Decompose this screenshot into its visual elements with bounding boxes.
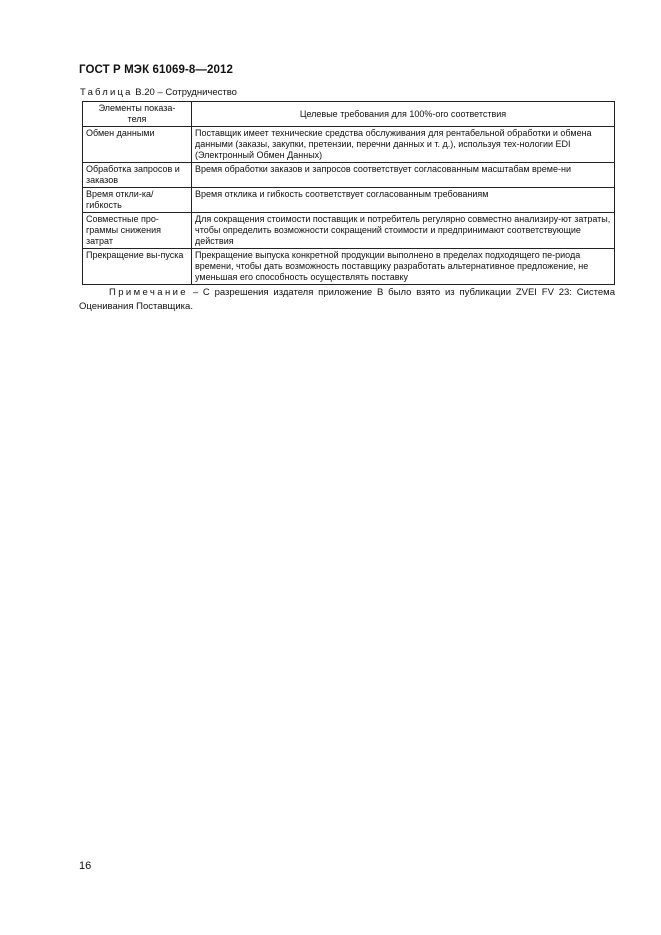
requirements-table [82,101,615,285]
table-caption-word: Таблица [80,87,133,98]
table-caption [80,87,237,98]
table-header-row [83,102,615,127]
column-header-elements: Элементы показа-теля [83,102,192,127]
row-requirement-cell: Прекращение выпуска конкретной продукции выполнено в пределах подходящего пе-риода времени, чтобы дать возможность поставщику разработать альтернативное предложение, не уменьшая его способность осуществлять поставку [192,249,615,285]
column-header-requirements: Целевые требования для 100%-ого соответствия [192,102,615,127]
note-text: – С разрешения издателя приложение B было взято из публикации ZVEI FV 23: Система Оценивания Поставщика. [79,287,615,312]
table-row [83,249,615,285]
page-number: 16 [79,860,92,872]
note-label: Примечание [109,287,188,298]
row-requirement-cell: Время обработки заказов и запросов соответствует согласованным масштабам време-ни [192,163,615,188]
table-row [83,213,615,249]
row-requirement-cell: Поставщик имеет технические средства обслуживания для рентабельной обработки и обмена данными (заказы, закупки, претензии, перечни данных и т. д.), используя тех-нологии EDI (Электронный Обмен Данных) [192,127,615,163]
row-requirement-cell: Время отклика и гибкость соответствует согласованным требованиям [192,188,615,213]
row-requirement-cell: Для сокращения стоимости поставщик и потребитель регулярно совместно анализиру-ют затраты, чтобы определить возможности сокращений стоимости и предпринимают соответствующие действия [192,213,615,249]
row-element-cell: Обработка запросов и заказов [83,163,192,188]
table-row [83,188,615,213]
table-caption-title: B.20 – Сотрудничество [135,87,237,98]
document-header: ГОСТ Р МЭК 61069-8—2012 [79,64,233,76]
table-row [83,127,615,163]
row-element-cell: Совместные про-граммы снижения затрат [83,213,192,249]
table-row [83,163,615,188]
row-element-cell: Обмен данными [83,127,192,163]
row-element-cell: Прекращение вы-пуска [83,249,192,285]
row-element-cell: Время откли-ка/гибкость [83,188,192,213]
table-note [79,286,615,314]
